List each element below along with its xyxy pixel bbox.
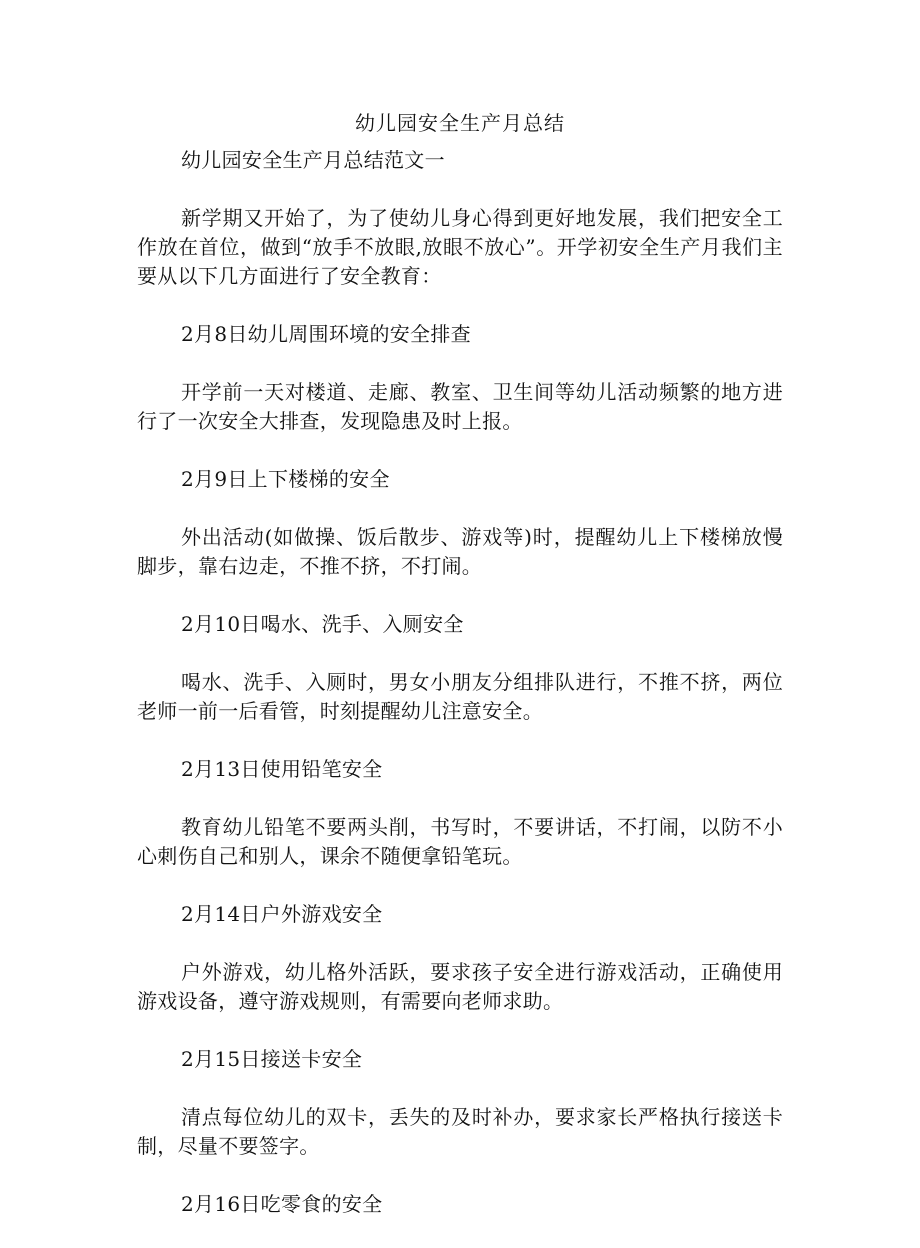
item-heading-feb8: 2月8日幼儿周围环境的安全排查	[181, 322, 471, 346]
item-heading-feb9: 2月9日上下楼梯的安全	[181, 467, 390, 491]
item-heading-feb13: 2月13日使用铅笔安全	[181, 757, 383, 781]
intro-paragraph: 新学期又开始了，为了使幼儿身心得到更好地发展，我们把安全工作放在首位，做到“放手不放眼,放眼不放心”。开学初安全生产月我们主要从以下几方面进行了安全教育：	[137, 206, 783, 288]
document-title: 幼儿园安全生产月总结	[355, 111, 565, 135]
item-heading-feb15: 2月15日接送卡安全	[181, 1047, 363, 1071]
item-body-feb15: 清点每位幼儿的双卡，丢失的及时补办，要求家长严格执行接送卡制，尽量不要签字。	[137, 1105, 783, 1158]
item-body-feb10: 喝水、洗手、入厕时，男女小朋友分组排队进行，不推不挤，两位老师一前一后看管，时刻提醒幼儿注意安全。	[137, 670, 783, 723]
item-heading-feb14: 2月14日户外游戏安全	[181, 902, 383, 926]
document-body	[137, 146, 783, 1248]
item-body-feb8: 开学前一天对楼道、走廊、教室、卫生间等幼儿活动频繁的地方进行了一次安全大排查，发现隐患及时上报。	[137, 380, 783, 433]
item-heading-feb10: 2月10日喝水、洗手、入厕安全	[181, 612, 464, 636]
section-heading: 幼儿园安全生产月总结范文一	[181, 148, 445, 172]
item-body-feb9: 外出活动(如做操、饭后散步、游戏等)时，提醒幼儿上下楼梯放慢脚步，靠右边走，不推不挤，不打闹。	[137, 525, 783, 578]
item-heading-feb16: 2月16日吃零食的安全	[181, 1192, 383, 1216]
item-body-feb14: 户外游戏，幼儿格外活跃，要求孩子安全进行游戏活动，正确使用游戏设备，遵守游戏规则，有需要向老师求助。	[137, 960, 783, 1013]
item-body-feb13: 教育幼儿铅笔不要两头削，书写时，不要讲话，不打闹，以防不小心刺伤自己和别人，课余不随便拿铅笔玩。	[137, 815, 783, 868]
